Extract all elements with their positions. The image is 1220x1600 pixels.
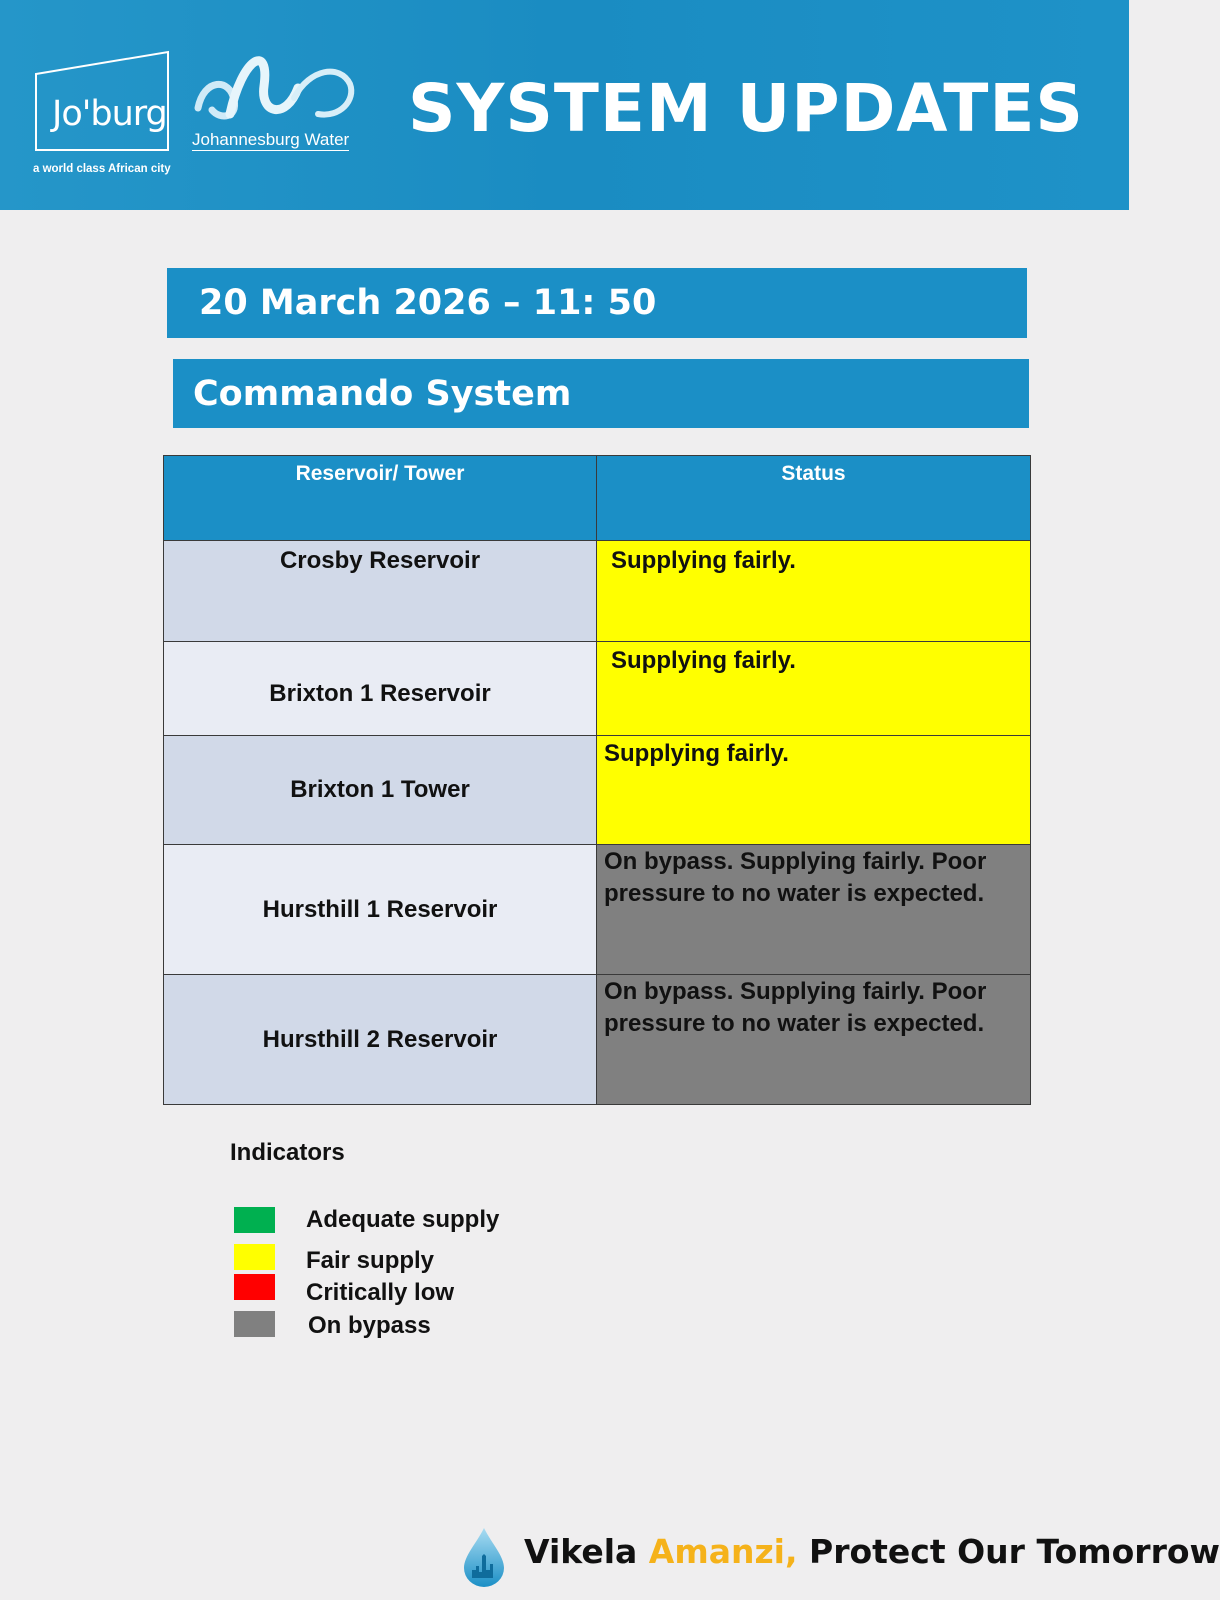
water-drop-icon — [462, 1526, 506, 1588]
reservoir-name: Hursthill 2 Reservoir — [164, 975, 597, 1105]
table-row — [164, 736, 1031, 845]
legend-swatch — [234, 1274, 275, 1300]
table-row — [164, 642, 1031, 736]
update-datetime: 20 March 2026 – 11: 50 — [199, 283, 657, 323]
column-header-reservoir: Reservoir/ Tower — [164, 456, 597, 541]
legend-label: Critically low — [306, 1279, 455, 1306]
joburg-tagline: a world class African city — [33, 163, 171, 175]
reservoir-name: Crosby Reservoir — [164, 541, 597, 642]
footer-slogan — [462, 1526, 1220, 1588]
table-row — [164, 541, 1031, 642]
joburg-logo-text: Jo'burg — [52, 94, 167, 134]
legend-title: Indicators — [230, 1139, 345, 1166]
status-cell: On bypass. Supplying fairly. Poor pressure to no water is expected. — [597, 845, 1031, 975]
table-row — [164, 845, 1031, 975]
reservoir-name: Brixton 1 Tower — [164, 736, 597, 845]
update-datetime-bar — [167, 268, 1027, 338]
legend-label: On bypass — [308, 1312, 431, 1339]
reservoir-name: Brixton 1 Reservoir — [164, 642, 597, 736]
joburg-logo — [34, 50, 170, 152]
system-name-bar — [173, 359, 1029, 428]
legend-label: Adequate supply — [306, 1206, 500, 1233]
status-cell: Supplying fairly. — [597, 642, 1031, 736]
legend-swatch — [234, 1207, 275, 1233]
status-cell: Supplying fairly. — [597, 736, 1031, 845]
footer-slogan-part: Protect Our Tomorrow — [797, 1532, 1220, 1571]
table-row — [164, 975, 1031, 1105]
johannesburg-water-name: Johannesburg Water — [192, 130, 350, 149]
legend-swatch — [234, 1244, 275, 1270]
footer-slogan-text — [524, 1532, 1220, 1571]
page-title: SYSTEM UPDATES — [408, 70, 1084, 147]
footer-slogan-accent: Amanzi, — [648, 1532, 798, 1571]
legend-label: Fair supply — [306, 1247, 435, 1274]
status-cell: On bypass. Supplying fairly. Poor pressure to no water is expected. — [597, 975, 1031, 1105]
legend-swatch — [234, 1311, 275, 1337]
column-header-status: Status — [597, 456, 1031, 541]
system-name: Commando System — [193, 373, 572, 414]
header-banner — [0, 0, 1129, 210]
status-cell: Supplying fairly. — [597, 541, 1031, 642]
table-header-row — [164, 456, 1031, 541]
reservoir-status-table — [163, 455, 1031, 1105]
footer-slogan-part: Vikela — [524, 1532, 649, 1571]
reservoir-name: Hursthill 1 Reservoir — [164, 845, 597, 975]
